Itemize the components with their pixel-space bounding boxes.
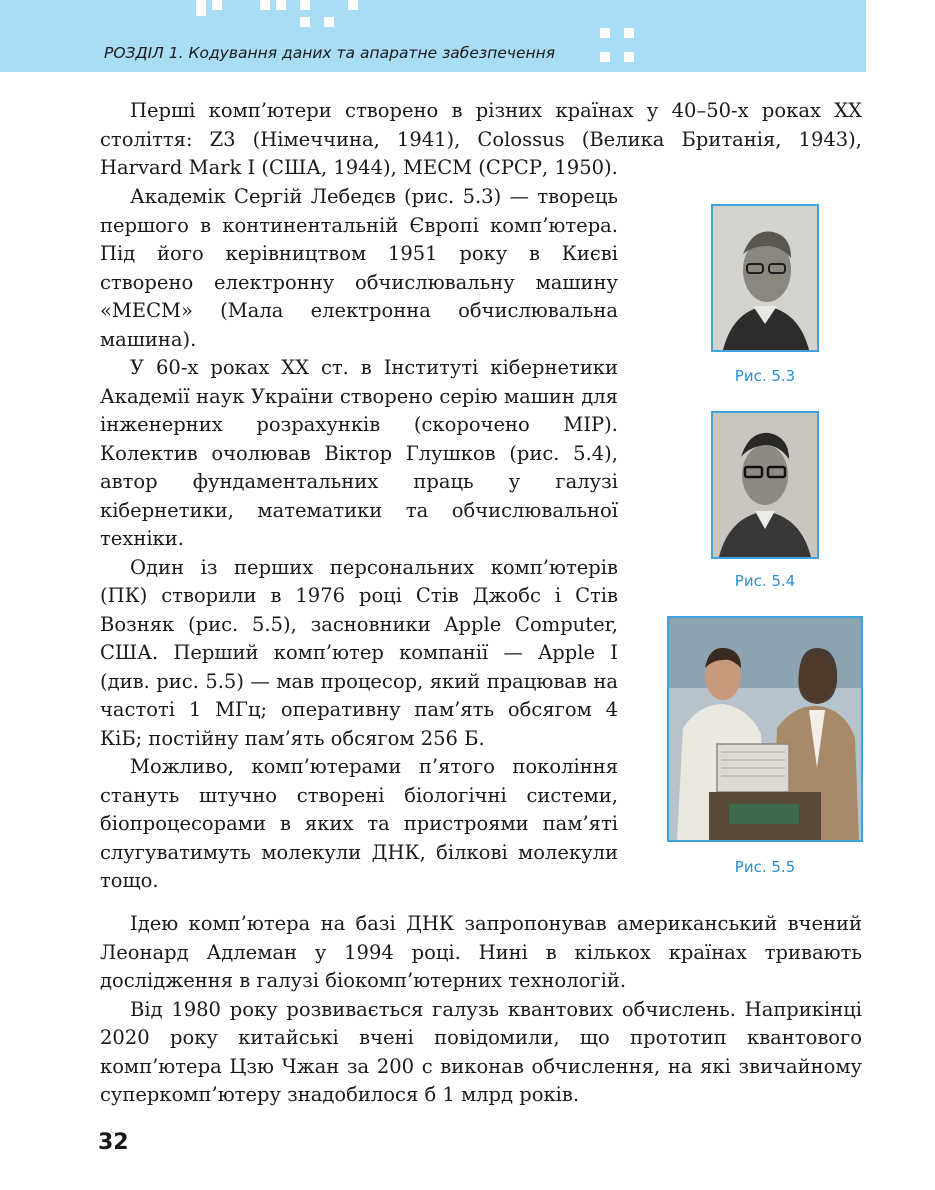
paragraph: Можливо, комп’ютерами п’ятого покоління стануть штучно створені біологічні системи, біопроцесорами в яких та пристроями пам’яті слугуватимуть молекули ДНК, білкові молекули тощо.: [100, 755, 618, 892]
decor-square: [300, 0, 310, 10]
decor-square: [196, 6, 206, 16]
decor-square: [300, 17, 310, 27]
decor-square: [260, 0, 270, 10]
decor-square: [348, 0, 358, 10]
header-band: [0, 0, 866, 72]
text-block-bottom: [100, 910, 862, 1110]
decor-square: [324, 17, 334, 27]
figure-caption: Рис. 5.4: [734, 572, 796, 590]
decor-square: [600, 28, 610, 38]
page-number: 32: [98, 1130, 129, 1155]
figure-jobs-wozniak-photo: [667, 616, 863, 842]
figure-glushkov-photo: [711, 411, 819, 559]
section-title: РОЗДІЛ 1. Кодування даних та апаратне забезпечення: [104, 44, 556, 62]
decor-square: [624, 52, 634, 62]
figure-lebedev-photo: [711, 204, 819, 352]
paragraph: Один із перших персональних комп’ютерів (ПК) створили в 1976 році Стів Джобс і Стів Возняк (рис. 5.5), засновники Apple Computer, США. Перший комп’ютер компанії — Apple I (див. рис. 5.5) — мав процесор, який працював на частоті 1 МГц; оперативну пам’ять обсягом 4 КіБ; постійну пам’ять обсягом 256 Б.: [100, 555, 618, 750]
portrait-photo-icon: [713, 206, 817, 350]
text-block-top: [100, 97, 862, 183]
figure-caption: Рис. 5.3: [734, 367, 796, 385]
decor-square: [276, 0, 286, 10]
paragraph: У 60-х роках ХХ ст. в Інституті кібернетики Академії наук України створено серію машин для інженерних розрахунків (скорочено МІР). Колектив очолював Віктор Глушков (рис. 5.4), автор фундаментальних праць у галузі кібернетики, математики та обчислювальної техніки.: [100, 356, 618, 550]
paragraph: Академік Сергій Лебедєв (рис. 5.3) — творець першого в континентальній Європі комп’ютера. Під його керівництвом 1951 року в Києві створено електронну обчислювальну машину «МЕСМ» (Мала електронна обчислювальна машина).: [100, 185, 618, 351]
text-block-middle: [100, 183, 618, 896]
decor-square: [212, 0, 222, 10]
paragraph: Від 1980 року розвивається галузь квантових обчислень. Наприкінці 2020 року китайські вчені повідомили, що прототип квантового комп’ютера Цзю Чжан за 200 с виконав обчислення, на які звичайному суперкомп’ютеру знадобилося б 1 млрд років.: [100, 997, 862, 1106]
figure-caption: Рис. 5.5: [734, 858, 796, 876]
group-photo-icon: [669, 618, 861, 840]
paragraph: Перші комп’ютери створено в різних країнах у 40–50-х роках ХХ століття: Z3 (Німеччина, 1941), Colossus (Велика Британія, 1943), Harvard Mark I (США, 1944), МЕСМ (СРСР, 1950).: [100, 99, 862, 179]
portrait-photo-icon: [713, 413, 817, 557]
paragraph: Ідею комп’ютера на базі ДНК запропонував американський вчений Леонард Адлеман у 1994 році. Нині в кількох країнах тривають дослідження в галузі біокомп’ютерних технологій.: [100, 912, 862, 992]
decor-square: [624, 28, 634, 38]
decor-square: [600, 52, 610, 62]
